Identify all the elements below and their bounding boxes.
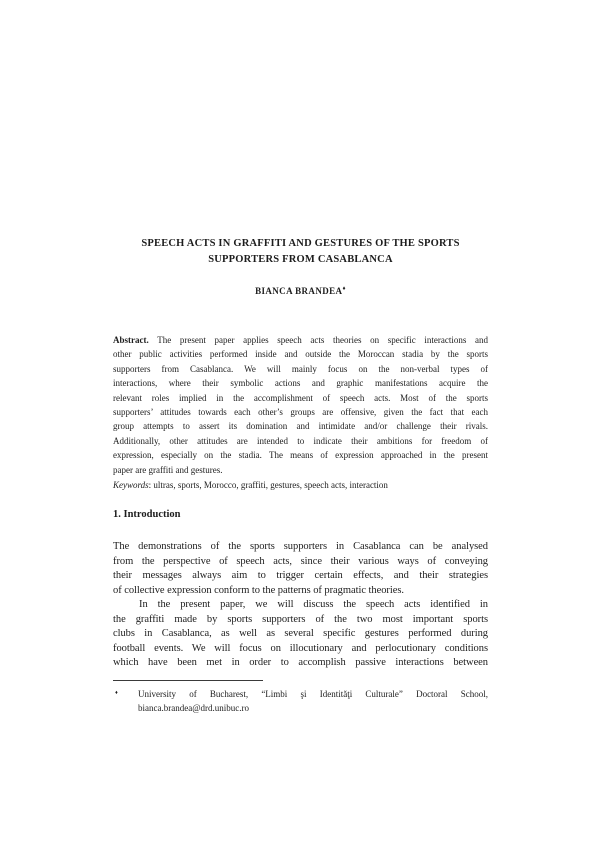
abstract-body bbox=[113, 347, 488, 477]
text-line: expression, especially on the stadia. The means of expression approached in the present bbox=[113, 450, 488, 461]
text-line: The demonstrations of the sports supporters in Casablanca can be analysed bbox=[113, 541, 488, 553]
section-heading-introduction: 1. Introduction bbox=[113, 509, 181, 521]
abstract-label: Abstract. bbox=[113, 335, 149, 345]
paragraph-2 bbox=[113, 598, 488, 671]
title-line-1: SPEECH ACTS IN GRAFFITI AND GESTURES OF THE SPORTS bbox=[141, 238, 460, 249]
author-footnote-marker: ♦ bbox=[342, 286, 346, 292]
keywords-text: : ultras, sports, Morocco, graffiti, gestures, speech acts, interaction bbox=[148, 480, 388, 491]
text-line: Additionally, other attitudes are intended to indicate their ambitions for freedom of bbox=[113, 435, 488, 446]
footnote-marker: ♦ bbox=[115, 689, 118, 696]
text-line: of collective expression conform to the patterns of pragmatic theories. bbox=[113, 584, 404, 596]
text-line: interactions, where their symbolic actions and graphic manifestations acquire the bbox=[113, 378, 488, 389]
text-line: paper are graffiti and gestures. bbox=[113, 464, 223, 475]
text-line: group attempts to assert its domination and intimidate and/or challenge their rivals. bbox=[113, 421, 488, 432]
footnote-email: bianca.brandea@drd.unibuc.ro bbox=[138, 702, 249, 713]
text-line: their messages always aim to trigger certain effects, and their strategies bbox=[113, 570, 488, 582]
paper-title bbox=[113, 236, 488, 268]
text-line: supporters from Casablanca. We will mainly focus on the non-verbal types of bbox=[113, 363, 488, 374]
page-content bbox=[113, 236, 488, 715]
text-line: supporters’ attitudes towards each other’s groups are offensive, given the fact that each bbox=[113, 407, 488, 418]
author-name: BIANCA BRANDEA bbox=[255, 286, 343, 296]
text-line: football events. We will focus on illocutionary and perlocutionary conditions bbox=[113, 642, 488, 654]
keywords-line bbox=[113, 478, 488, 492]
abstract-first-line-text: The present paper applies speech acts theories on specific interactions and bbox=[157, 335, 488, 345]
text-line: relevant roles implied in the accomplishment of speech acts. Most of the sports bbox=[113, 392, 488, 403]
footnote-rule bbox=[113, 680, 263, 681]
keywords-label: Keywords bbox=[113, 480, 149, 491]
title-line-2: SUPPORTERS FROM CASABLANCA bbox=[208, 254, 393, 265]
text-line: In the present paper, we will discuss the speech acts identified in bbox=[139, 599, 488, 611]
author-line bbox=[113, 283, 488, 297]
abstract-section bbox=[113, 333, 488, 492]
paragraph-2-body bbox=[113, 613, 488, 671]
text-line: from the perspective of speech acts, since their various ways of conveying bbox=[113, 555, 488, 567]
text-line: the graffiti made by sports supporters of the two most important sports bbox=[113, 613, 488, 625]
footnote-text bbox=[138, 687, 488, 715]
paragraph-1 bbox=[113, 540, 488, 598]
footnote-affiliation: University of Bucharest, “Limbi şi Identităţi Culturale” Doctoral School, bbox=[138, 688, 488, 699]
footnote bbox=[113, 687, 488, 715]
text-line: clubs in Casablanca, as well as several specific gestures performed during bbox=[113, 628, 488, 640]
text-line: which have been met in order to accomplish passive interactions between bbox=[113, 657, 488, 669]
abstract-first-line bbox=[113, 333, 488, 347]
text-line: other public activities performed inside and outside the Moroccan stadia by the sports bbox=[113, 349, 488, 360]
